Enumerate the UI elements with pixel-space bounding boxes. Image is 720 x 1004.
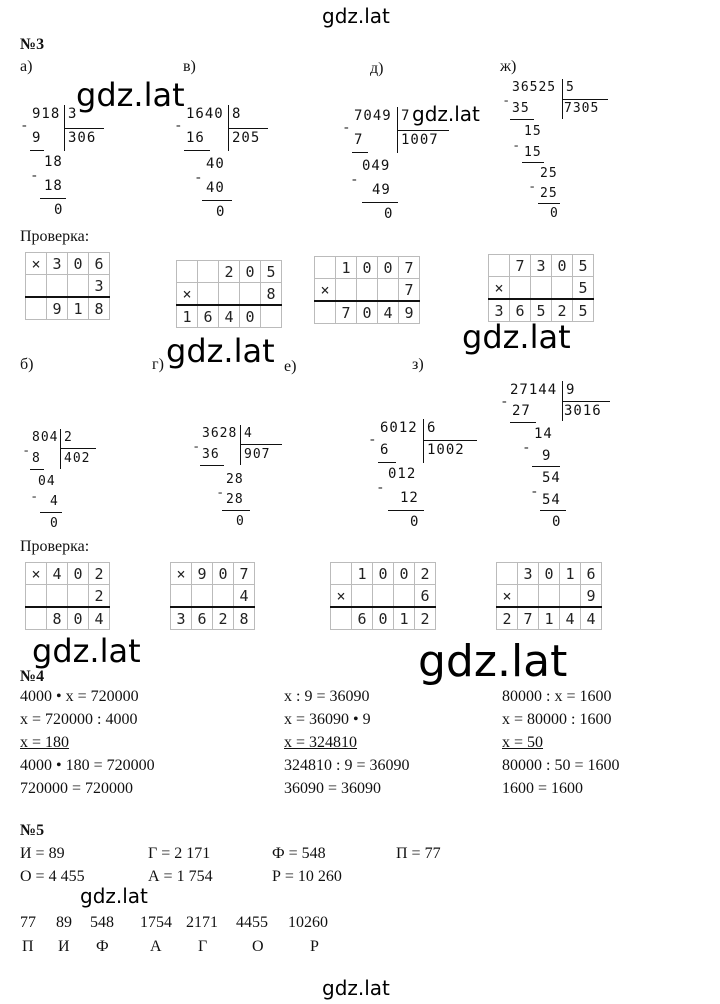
step-sub: 36 — [202, 447, 220, 462]
step-sub: 7 — [354, 132, 364, 148]
answer-letter: Ф — [96, 938, 109, 955]
equation-line: 720000 = 720000 — [20, 780, 134, 797]
quotient: 205 — [232, 130, 261, 146]
remainder: 0 — [552, 514, 562, 530]
cipher-value: Ф = 548 — [272, 845, 326, 862]
check-table-b: × 4 0 2 2 8 0 4 — [25, 562, 110, 630]
answer-letter: Г — [198, 938, 208, 955]
equation-line: x = 36090 • 9 — [284, 711, 371, 728]
divisor: 7 — [401, 108, 411, 124]
step-sub: 9 — [32, 130, 42, 146]
label-d: д) — [370, 60, 384, 77]
remainder: 0 — [236, 514, 245, 529]
watermark-bottom: gdz.lat — [322, 976, 390, 1000]
equation-line: 80000 : x = 1600 — [502, 688, 612, 705]
step-rem: 18 — [44, 154, 63, 170]
step-sub: 16 — [186, 130, 205, 146]
step-sub: 9 — [542, 448, 552, 464]
step-rem: 25 — [540, 166, 558, 181]
step-sub: 54 — [542, 492, 561, 508]
equation-answer: x = 180 — [20, 734, 70, 751]
remainder: 0 — [216, 204, 226, 220]
quotient: 907 — [244, 447, 271, 462]
cipher-value: П = 77 — [396, 845, 441, 862]
label-g: г) — [152, 356, 164, 373]
equation-line: 36090 = 36090 — [284, 780, 382, 797]
check-table-v: 2 0 5 × 8 1 6 4 0 — [176, 260, 282, 328]
quotient: 3016 — [564, 403, 602, 419]
dividend: 918 — [32, 106, 61, 122]
remainder: 0 — [54, 202, 64, 218]
label-a: а) — [20, 58, 33, 75]
answer-number: 4455 — [236, 914, 268, 931]
equation-line: 324810 : 9 = 36090 — [284, 757, 410, 774]
step-sub: 4 — [50, 494, 59, 509]
check-label-2: Проверка: — [20, 538, 90, 555]
dividend: 6012 — [380, 420, 418, 436]
dividend: 27144 — [510, 382, 558, 398]
step-sub: 6 — [380, 442, 390, 458]
exercise-4-number: №4 — [20, 668, 45, 685]
exercise-3-number: №3 — [20, 36, 45, 53]
divisor: 2 — [64, 430, 73, 445]
watermark: gdz.lat — [462, 318, 571, 356]
answer-letter: А — [150, 938, 162, 955]
step-rem: 28 — [226, 472, 244, 487]
equation-answer: x = 324810 — [284, 734, 358, 751]
watermark: gdz.lat — [418, 636, 568, 687]
quotient: 306 — [68, 130, 97, 146]
equation-line: x = 720000 : 4000 — [20, 711, 138, 728]
divisor: 6 — [427, 420, 437, 436]
remainder: 0 — [384, 206, 394, 222]
check-table-e: 1 0 0 2 × 6 6 0 1 2 — [330, 562, 436, 630]
step-sub: 49 — [372, 182, 391, 198]
divisor: 3 — [68, 106, 78, 122]
answer-number: 1754 — [140, 914, 172, 931]
step-sub: 28 — [226, 492, 244, 507]
label-b: б) — [20, 356, 34, 373]
label-v: в) — [183, 58, 196, 75]
equation-line: x = 80000 : 1600 — [502, 711, 612, 728]
answer-number: 548 — [90, 914, 114, 931]
cipher-value: О = 4 455 — [20, 868, 85, 885]
step-rem: 04 — [38, 474, 56, 489]
check-table-d: 1 0 0 7 × 7 7 0 4 9 — [314, 256, 420, 324]
divisor: 4 — [244, 426, 253, 441]
quotient: 1002 — [427, 442, 465, 458]
quotient: 1007 — [401, 132, 439, 148]
step-sub: 8 — [32, 451, 41, 466]
quotient: 402 — [64, 451, 91, 466]
equation-line: 1600 = 1600 — [502, 780, 584, 797]
check-table-z: 3 0 1 6 × 9 2 7 1 4 4 — [496, 562, 602, 630]
exercise-5-number: №5 — [20, 822, 45, 839]
answer-letter: П — [22, 938, 34, 955]
dividend: 3628 — [202, 426, 238, 441]
step-rem: 012 — [388, 466, 417, 482]
equation-line: 80000 : 50 = 1600 — [502, 757, 620, 774]
label-zh: ж) — [500, 58, 517, 75]
answer-number: 2171 — [186, 914, 218, 931]
step-rem: 54 — [542, 470, 561, 486]
watermark: gdz.lat — [80, 884, 148, 908]
remainder: 0 — [50, 516, 59, 531]
dividend: 7049 — [354, 108, 392, 124]
step-rem: 15 — [524, 124, 542, 139]
cipher-value: А = 1 754 — [148, 868, 213, 885]
step-sub: 27 — [512, 403, 531, 419]
step-sub: 40 — [206, 180, 225, 196]
step-rem: 049 — [362, 158, 391, 174]
answer-letter: Р — [310, 938, 319, 955]
divisor: 5 — [566, 80, 575, 95]
step-rem: 14 — [534, 426, 553, 442]
cipher-value: Г = 2 171 — [148, 845, 211, 862]
answer-letter: О — [252, 938, 264, 955]
equation-line: 4000 • x = 720000 — [20, 688, 139, 705]
check-table-g: × 9 0 7 4 3 6 2 8 — [170, 562, 255, 630]
remainder: 0 — [550, 206, 559, 221]
equation-line: x : 9 = 36090 — [284, 688, 370, 705]
watermark: gdz.lat — [76, 76, 185, 114]
step-sub: 18 — [44, 178, 63, 194]
cipher-value: И = 89 — [20, 845, 65, 862]
dividend: 36525 — [512, 80, 557, 95]
answer-number: 89 — [56, 914, 72, 931]
dividend: 804 — [32, 430, 59, 445]
step-sub: 25 — [540, 186, 558, 201]
divisor: 8 — [232, 106, 242, 122]
label-e: е) — [284, 358, 297, 375]
equation-answer: x = 50 — [502, 734, 544, 751]
check-label-1: Проверка: — [20, 228, 90, 245]
label-z: з) — [412, 356, 424, 373]
step-sub: 35 — [512, 101, 530, 116]
check-table-a: × 3 0 6 3 9 1 8 — [25, 252, 110, 320]
cipher-value: Р = 10 260 — [272, 868, 342, 885]
step-rem: 40 — [206, 156, 225, 172]
divisor: 9 — [566, 382, 576, 398]
answer-number: 10260 — [288, 914, 328, 931]
step-sub: 15 — [524, 145, 542, 160]
equation-line: 4000 • 180 = 720000 — [20, 757, 155, 774]
answer-number: 77 — [20, 914, 36, 931]
answer-letter: И — [58, 938, 70, 955]
watermark-top: gdz.lat — [322, 4, 390, 28]
check-table-zh: 7 3 0 5 × 5 3 6 5 2 5 — [488, 254, 594, 322]
step-sub: 12 — [400, 490, 419, 506]
watermark: gdz.lat — [32, 632, 141, 670]
dividend: 1640 — [186, 106, 224, 122]
watermark: gdz.lat — [412, 102, 480, 126]
watermark: gdz.lat — [166, 332, 275, 370]
quotient: 7305 — [564, 101, 600, 116]
remainder: 0 — [410, 514, 420, 530]
